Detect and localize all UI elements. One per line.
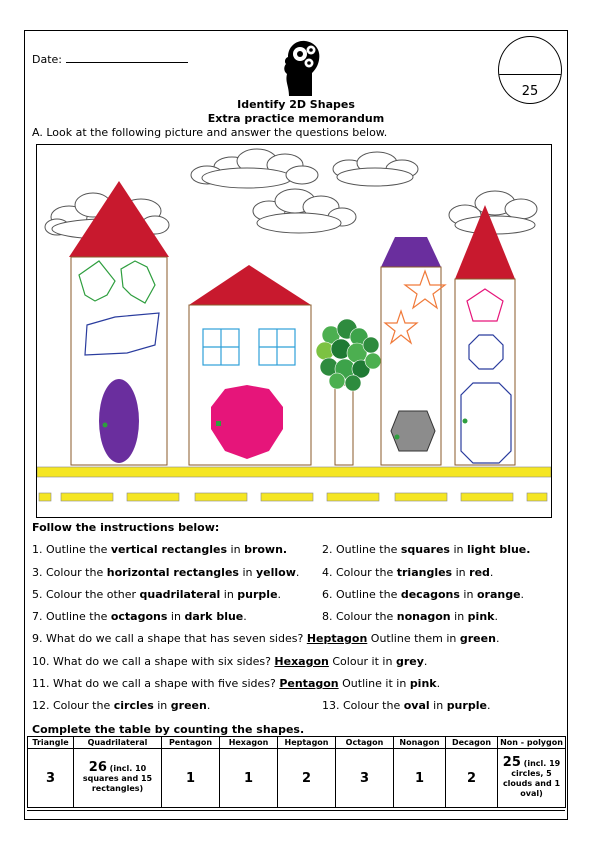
tower-rectangle-right (455, 279, 515, 465)
date-line[interactable] (66, 52, 188, 63)
instruction-2: 2. Outline the squares in light blue. (322, 543, 531, 556)
date-field[interactable] (32, 52, 188, 66)
header-hexagon: Hexagon (220, 737, 278, 749)
hexagon-door (391, 411, 435, 451)
instruction-4: 4. Colour the triangles in red. (322, 566, 494, 579)
instruction-12: 12. Colour the circles in green. (32, 699, 211, 712)
triangle-roof-middle (189, 265, 311, 305)
header-octagon: Octagon (336, 737, 394, 749)
value-decagon[interactable]: 2 (446, 749, 498, 808)
instruction-9: 9. What do we call a shape that has seven sides? Heptagon Outline them in green. (32, 632, 500, 645)
instruction-7: 7. Outline the octagons in dark blue. (32, 610, 247, 623)
header-triangle: Triangle (28, 737, 74, 749)
value-quadrilateral[interactable]: 26 (incl. 10 squares and 15 rectangles) (74, 749, 162, 808)
bottom-rule (27, 810, 565, 811)
instruction-11: 11. What do we call a shape with five sides? Pentagon Outline it in pink. (32, 677, 441, 690)
cloud (191, 149, 318, 188)
answer-hexagon: Hexagon (274, 655, 329, 668)
answer-pentagon: Pentagon (279, 677, 339, 690)
instruction-5: 5. Colour the other quadrilateral in purple. (32, 588, 282, 601)
score-divider (499, 74, 561, 75)
brain-gears-logo (279, 38, 323, 98)
value-heptagon[interactable]: 2 (278, 749, 336, 808)
instruction-3: 3. Colour the horizontal rectangles in yellow. (32, 566, 300, 579)
instruction-1: 1. Outline the vertical rectangles in brown. (32, 543, 288, 556)
value-non-polygon[interactable]: 25 (incl. 19 circles, 5 clouds and 1 oval) (498, 749, 566, 808)
door-knob-circle (395, 435, 400, 440)
door-knob-square (216, 421, 221, 426)
value-nonagon[interactable]: 1 (394, 749, 446, 808)
score-value: 25 (521, 84, 539, 99)
road-markings (39, 493, 547, 501)
header-nonagon: Nonagon (394, 737, 446, 749)
town-illustration (37, 145, 551, 517)
instructions-heading: Follow the instructions below: (32, 521, 220, 534)
table-heading: Complete the table by counting the shapes. (32, 723, 305, 736)
tree-circles (316, 319, 381, 391)
instruction-13: 13. Colour the oval in purple. (322, 699, 491, 712)
town-picture (36, 144, 552, 518)
value-hexagon[interactable]: 1 (220, 749, 278, 808)
instruction-10: 10. What do we call a shape with six sides? Hexagon Colour it in grey. (32, 655, 428, 668)
score-oval (498, 36, 562, 104)
door-knob-circle (103, 423, 108, 428)
instruction-6: 6. Outline the decagons in orange. (322, 588, 525, 601)
date-label: Date: (32, 53, 62, 66)
cloud (253, 189, 356, 233)
note-non-polygon: (incl. 19 circles, 5 clouds and 1 oval) (502, 758, 561, 798)
note-quadrilateral: (incl. 10 squares and 15 rectangles) (82, 763, 153, 793)
shape-count-table (27, 736, 566, 808)
value-octagon[interactable]: 3 (336, 749, 394, 808)
header-quadrilateral: Quadrilateral (74, 737, 162, 749)
table-header-row (28, 737, 566, 749)
door-knob-circle (463, 419, 468, 424)
header-pentagon: Pentagon (162, 737, 220, 749)
oval-door (99, 379, 139, 463)
instruction-8: 8. Colour the nonagon in pink. (322, 610, 498, 623)
value-pentagon[interactable]: 1 (162, 749, 220, 808)
value-triangle[interactable]: 3 (28, 749, 74, 808)
road-edge-rectangle (37, 467, 551, 477)
section-a-instruction: A. Look at the following picture and answer the questions below. (32, 126, 388, 139)
tree-trunk-rectangle (335, 385, 353, 465)
table-values-row (28, 749, 566, 808)
quadrilateral-roof (381, 237, 441, 267)
worksheet-title: Identify 2D Shapes (237, 98, 355, 111)
cloud (333, 152, 418, 186)
header-non-polygon: Non - polygon (498, 737, 566, 749)
worksheet-subtitle: Extra practice memorandum (207, 112, 385, 125)
answer-heptagon: Heptagon (306, 632, 368, 645)
header-heptagon: Heptagon (278, 737, 336, 749)
header-decagon: Decagon (446, 737, 498, 749)
